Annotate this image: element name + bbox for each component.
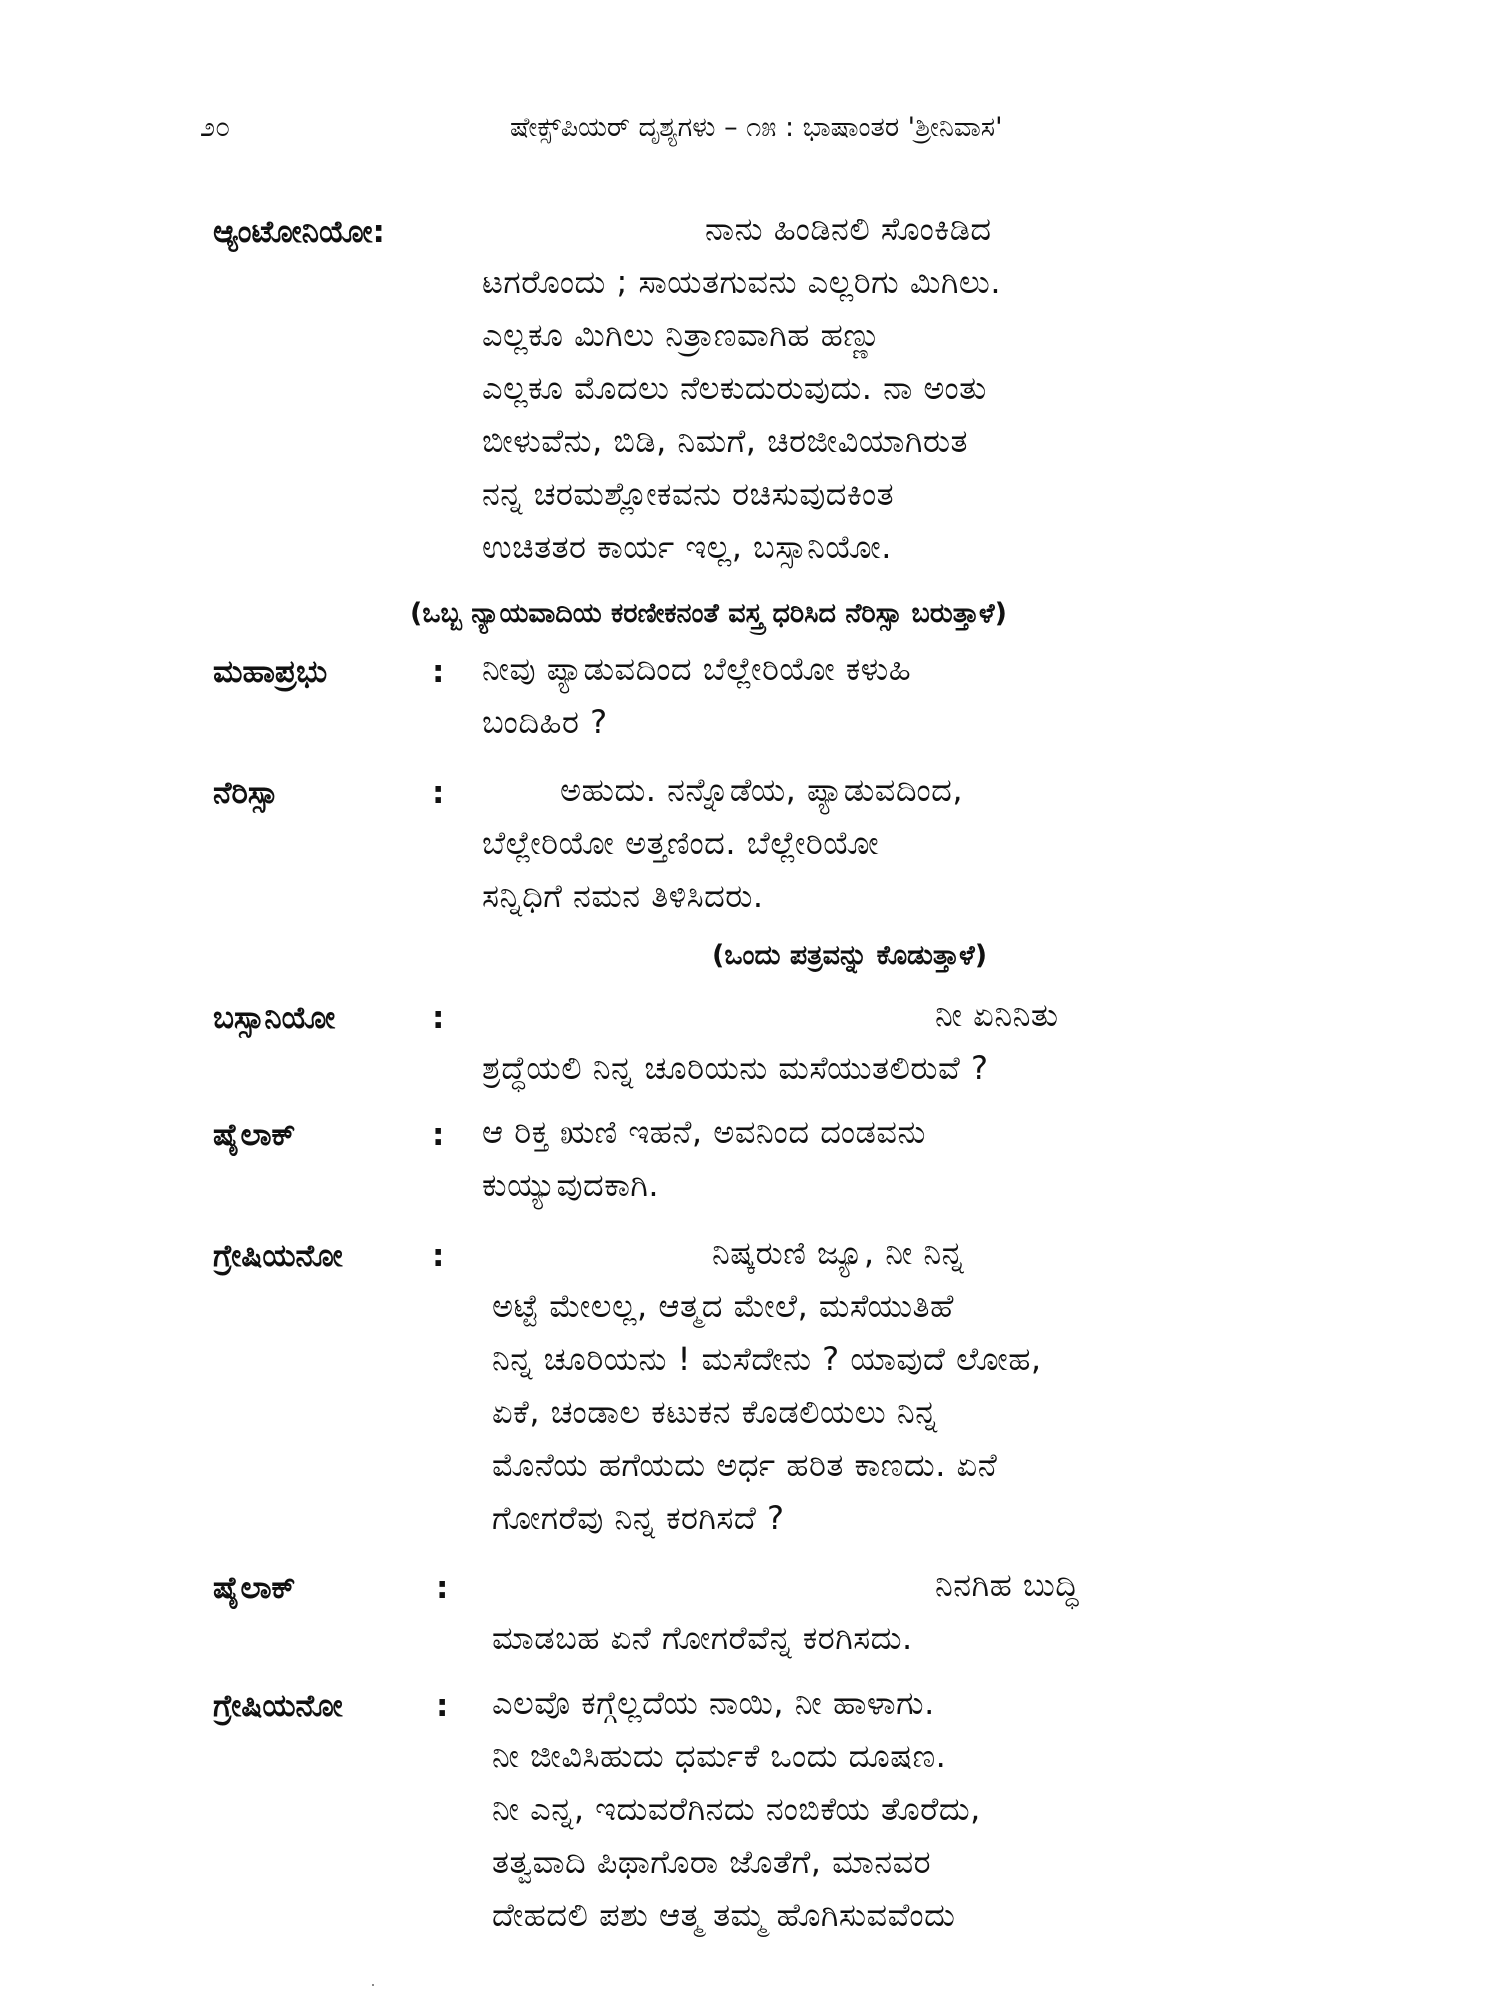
verse-line: ನನ್ನ ಚರಮಶ್ಲೋಕವನು ರಚಿಸುವುದಕಿಂತ xyxy=(482,475,895,513)
verse-line: ನೀ ಜೀವಿಸಿಹುದು ಧರ್ಮಕೆ ಒಂದು ದೂಷಣ. xyxy=(492,1737,947,1775)
verse-line: ಶ್ರದ್ಧೆಯಲಿ ನಿನ್ನ ಚೂರಿಯನು ಮಸೆಯುತಲಿರುವೆ ? xyxy=(482,1049,989,1087)
verse-line: ಬೆಲ್ಲೇರಿಯೋ ಅತ್ತಣಿಂದ. ಬೆಲ್ಲೇರಿಯೋ xyxy=(482,824,880,862)
speaker-name: ಆ್ಯಂಟೋನಿಯೋ: xyxy=(213,214,385,250)
verse-line: ಟಗರೊಂದು ; ಸಾಯತಗುವನು ಎಲ್ಲರಿಗು ಮಿಗಿಲು. xyxy=(482,263,1001,301)
verse-line: ನಿನಗಿಹ ಬುದ್ಧಿ xyxy=(935,1566,1080,1604)
verse-line: ಎಲವೊ ಕಗ್ಗೆಲ್ಲದೆಯ ನಾಯಿ, ನೀ ಹಾಳಾಗು. xyxy=(492,1684,935,1722)
verse-line: ನೀ ಏನಿನಿತು xyxy=(935,996,1059,1034)
running-head: ಷೇಕ್ಸ್‌ಪಿಯರ್ ದೃಶ್ಯಗಳು – ೧೫ : ಭಾಷಾಂತರ 'ಶ್ರೀನಿವಾಸ' xyxy=(510,112,1003,143)
stage-direction: (ಒಬ್ಬ ನ್ಯಾಯವಾದಿಯ ಕರಣೀಕನಂತೆ ವಸ್ತ್ರ ಧರಿಸಿದ ನೆರಿಸ್ಸಾ ಬರುತ್ತಾಳೆ) xyxy=(410,598,1007,629)
verse-line: ಎಲ್ಲಕೂ ಮೊದಲು ನೆಲಕುದುರುವುದು. ನಾ ಅಂತು xyxy=(482,369,987,407)
verse-line: ನೀ ಎನ್ನ, ಇದುವರೆಗಿನದು ನಂಬಿಕೆಯ ತೊರೆದು, xyxy=(492,1790,981,1828)
scan-speck xyxy=(372,1984,374,1986)
speaker-name: ಬಸ್ಸಾನಿಯೋ xyxy=(213,1000,336,1036)
speaker-colon: : xyxy=(436,1570,449,1606)
speaker-colon: : xyxy=(432,1000,445,1036)
verse-line: ಆ ರಿಕ್ತ ಋಣಿ ಇಹನೆ, ಅವನಿಂದ ದಂಡವನು xyxy=(482,1113,926,1151)
verse-line: ಏಕೆ, ಚಂಡಾಲ ಕಟುಕನ ಕೊಡಲಿಯಲು ನಿನ್ನ xyxy=(492,1393,938,1431)
speaker-name: ನೆರಿಸ್ಸಾ xyxy=(213,775,279,811)
stage-direction: (ಒಂದು ಪತ್ರವನ್ನು ಕೊಡುತ್ತಾಳೆ) xyxy=(712,940,988,971)
verse-line: ಬೀಳುವೆನು, ಬಿಡಿ, ನಿಮಗೆ, ಚಿರಜೀವಿಯಾಗಿರುತ xyxy=(482,422,969,460)
verse-line: ಅಟ್ಟೆ ಮೇಲಲ್ಲ, ಆತ್ಮದ ಮೇಲೆ, ಮಸೆಯುತಿಹೆ xyxy=(492,1287,954,1325)
speaker-name: ಗ್ರೇಷಿಯನೋ xyxy=(213,1238,343,1274)
speaker-name: ಷೈಲಾಕ್ xyxy=(213,1117,296,1153)
verse-line: ಎಲ್ಲಕೂ ಮಿಗಿಲು ನಿತ್ರಾಣವಾಗಿಹ ಹಣ್ಣು xyxy=(482,316,882,354)
verse-line: ನೀವು ಪ್ಯಾಡುವದಿಂದ ಬೆಲ್ಲೇರಿಯೋ ಕಳುಹಿ xyxy=(482,650,912,688)
verse-line: ಉಚಿತತರ ಕಾರ್ಯ ಇಲ್ಲ, ಬಸ್ಸಾನಿಯೋ. xyxy=(482,528,892,566)
verse-line: ಕುಯ್ಯುವುದಕಾಗಿ. xyxy=(482,1166,660,1204)
verse-line: ದೇಹದಲಿ ಪಶು ಆತ್ಮ ತಮ್ಮ ಹೊಗಿಸುವವೆಂದು xyxy=(492,1896,956,1934)
verse-line: ಮೊನೆಯ ಹಗೆಯದು ಅರ್ಧ ಹರಿತ ಕಾಣದು. ಏನೆ xyxy=(492,1446,998,1484)
speaker-name: ಗ್ರೇಷಿಯನೋ xyxy=(213,1688,343,1724)
speaker-colon: : xyxy=(432,1238,445,1274)
speaker-colon: : xyxy=(432,1117,445,1153)
verse-line: ಬಂದಿಹಿರ ? xyxy=(482,703,608,741)
verse-line: ನಾನು ಹಿಂಡಿನಲಿ ಸೊಂಕಿಡಿದ xyxy=(705,210,992,248)
page-header xyxy=(200,112,1250,152)
page-number: ೨೦ xyxy=(200,112,231,143)
speaker-name: ಷೈಲಾಕ್ xyxy=(213,1570,296,1606)
verse-line: ತತ್ವವಾದಿ ಪಿಥಾಗೊರಾ ಜೊತೆಗೆ, ಮಾನವರ xyxy=(492,1843,932,1881)
verse-line: ಸನ್ನಿಧಿಗೆ ನಮನ ತಿಳಿಸಿದರು. xyxy=(482,877,764,915)
speaker-colon: : xyxy=(436,1688,449,1724)
speaker-name: ಮಹಾಪ್ರಭು xyxy=(213,654,328,690)
verse-line: ಮಾಡಬಹ ಏನೆ ಗೋಗರೆವೆನ್ನ ಕರಗಿಸದು. xyxy=(492,1619,913,1657)
speaker-colon: : xyxy=(432,775,445,811)
verse-line: ನಿಷ್ಕರುಣಿ ಜ್ಯೂ, ನೀ ನಿನ್ನ xyxy=(712,1234,965,1272)
verse-line: ಅಹುದು. ನನ್ನೊಡೆಯ, ಪ್ಯಾಡುವದಿಂದ, xyxy=(560,771,964,809)
speaker-colon: : xyxy=(432,654,445,690)
verse-line: ನಿನ್ನ ಚೂರಿಯನು ! ಮಸೆದೇನು ? ಯಾವುದೆ ಲೋಹ, xyxy=(492,1340,1042,1378)
verse-line: ಗೋಗರೆವು ನಿನ್ನ ಕರಗಿಸದೆ ? xyxy=(492,1499,785,1537)
